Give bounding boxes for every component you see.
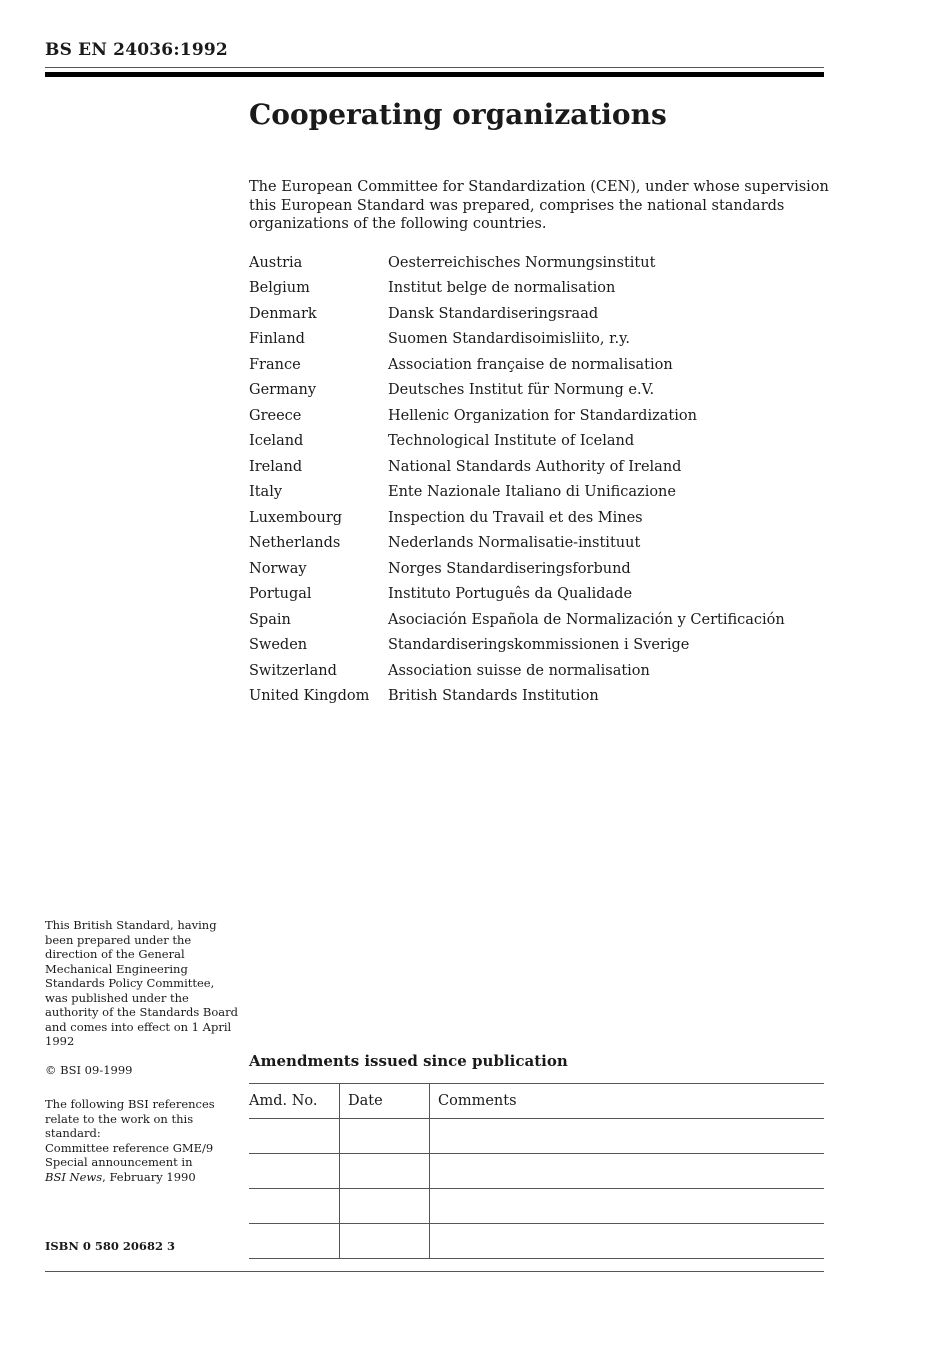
table-header-row — [249, 1084, 824, 1119]
organization-name: Nederlands Normalisatie-instituut — [388, 535, 641, 552]
country-name: Ireland — [249, 458, 303, 475]
comments-cell — [430, 1119, 825, 1154]
page-title: Cooperating organizations — [249, 98, 667, 131]
document-id: BS EN 24036:1992 — [45, 40, 228, 60]
header-rule-thick — [45, 72, 824, 77]
org-row — [249, 505, 824, 531]
table-row — [249, 1189, 824, 1224]
org-row — [249, 403, 824, 429]
amd-no-cell — [249, 1189, 340, 1224]
country-name: Italy — [249, 484, 283, 501]
intro-paragraph: The European Committee for Standardization (CEN), under whose supervision this European Standard was prepared, comprises the national standards organizations of the following countries. — [249, 179, 829, 232]
organization-name: Deutsches Institut für Normung e.V. — [388, 382, 655, 399]
announcement-publication: BSI News — [45, 1169, 103, 1184]
country-name: Switzerland — [249, 662, 337, 679]
country-name: Norway — [249, 560, 307, 577]
organization-name: Dansk Standardiseringsraad — [388, 305, 599, 322]
country-name: Austria — [249, 254, 303, 271]
header-rule-thin — [45, 67, 824, 68]
comments-cell — [430, 1224, 825, 1259]
publication-sidebar — [45, 918, 240, 1253]
org-row — [249, 607, 824, 633]
amd-no-cell — [249, 1154, 340, 1189]
amd-no-cell — [249, 1224, 340, 1259]
country-name: Spain — [249, 611, 291, 628]
amd-no-cell — [249, 1119, 340, 1154]
organization-name: Institut belge de normalisation — [388, 280, 616, 297]
org-row — [249, 454, 824, 480]
organization-name: Association suisse de normalisation — [388, 662, 650, 679]
table-row — [249, 1154, 824, 1189]
organization-name: Standardiseringskommissionen i Sverige — [388, 637, 690, 654]
country-name: Portugal — [249, 586, 312, 603]
references-intro: The following BSI references relate to the work on this standard: — [45, 1097, 215, 1140]
organization-name: Asociación Española de Normalización y Certificación — [388, 611, 785, 628]
isbn: ISBN 0 580 20682 3 — [45, 1239, 175, 1253]
organization-name: Instituto Português da Qualidade — [388, 586, 633, 603]
table-row — [249, 1119, 824, 1154]
org-row — [249, 556, 824, 582]
organization-name: British Standards Institution — [388, 688, 599, 705]
org-row — [249, 429, 824, 455]
org-row — [249, 658, 824, 684]
column-header-amd-no: Amd. No. — [249, 1084, 340, 1119]
organization-name: Hellenic Organization for Standardization — [388, 407, 697, 424]
country-name: Finland — [249, 331, 305, 348]
country-name: Belgium — [249, 280, 310, 297]
announcement-prefix: Special announcement in — [45, 1155, 193, 1169]
country-name: United Kingdom — [249, 688, 370, 705]
amendments-title: Amendments issued since publication — [249, 1052, 568, 1070]
country-name: Germany — [249, 382, 317, 399]
org-row — [249, 633, 824, 659]
org-row — [249, 684, 824, 710]
country-name: Denmark — [249, 305, 317, 322]
publication-note: This British Standard, having been prepared under the direction of the General Mechanical Engineering Standards Policy Committee, was published under the authority of the Standards Board and comes into effect on 1 April 1992 — [45, 918, 238, 1048]
table-row — [249, 1224, 824, 1259]
bsi-references — [45, 1097, 240, 1184]
organization-name: Technological Institute of Iceland — [388, 433, 635, 450]
country-name: France — [249, 356, 301, 373]
date-cell — [340, 1154, 430, 1189]
org-row — [249, 250, 824, 276]
country-name: Iceland — [249, 433, 304, 450]
country-name: Luxembourg — [249, 509, 343, 526]
country-name: Greece — [249, 407, 302, 424]
org-row — [249, 582, 824, 608]
org-row — [249, 352, 824, 378]
copyright-notice: © BSI 09-1999 — [45, 1062, 133, 1077]
date-cell — [340, 1224, 430, 1259]
country-name: Netherlands — [249, 535, 341, 552]
organization-name: Suomen Standardisoimisliito, r.y. — [388, 331, 630, 348]
special-announcement — [45, 1155, 240, 1184]
organization-list — [249, 250, 824, 709]
organization-name: Ente Nazionale Italiano di Unificazione — [388, 484, 676, 501]
organization-name: Norges Standardiseringsforbund — [388, 560, 631, 577]
comments-cell — [430, 1154, 825, 1189]
country-name: Sweden — [249, 637, 308, 654]
announcement-date: , February 1990 — [102, 1169, 196, 1184]
amendments-table — [249, 1083, 824, 1259]
org-row — [249, 480, 824, 506]
column-header-date: Date — [340, 1084, 430, 1119]
comments-cell — [430, 1189, 825, 1224]
org-row — [249, 301, 824, 327]
org-row — [249, 276, 824, 302]
committee-reference: Committee reference GME/9 — [45, 1140, 214, 1155]
org-row — [249, 378, 824, 404]
column-header-comments: Comments — [438, 1093, 517, 1109]
organization-name: Inspection du Travail et des Mines — [388, 509, 643, 526]
organization-name: Oesterreichisches Normungsinstitut — [388, 254, 656, 271]
date-cell — [340, 1189, 430, 1224]
organization-name: National Standards Authority of Ireland — [388, 458, 682, 475]
org-row — [249, 327, 824, 353]
date-cell — [340, 1119, 430, 1154]
organization-name: Association française de normalisation — [388, 356, 673, 373]
org-row — [249, 531, 824, 557]
footer-rule — [45, 1271, 824, 1272]
